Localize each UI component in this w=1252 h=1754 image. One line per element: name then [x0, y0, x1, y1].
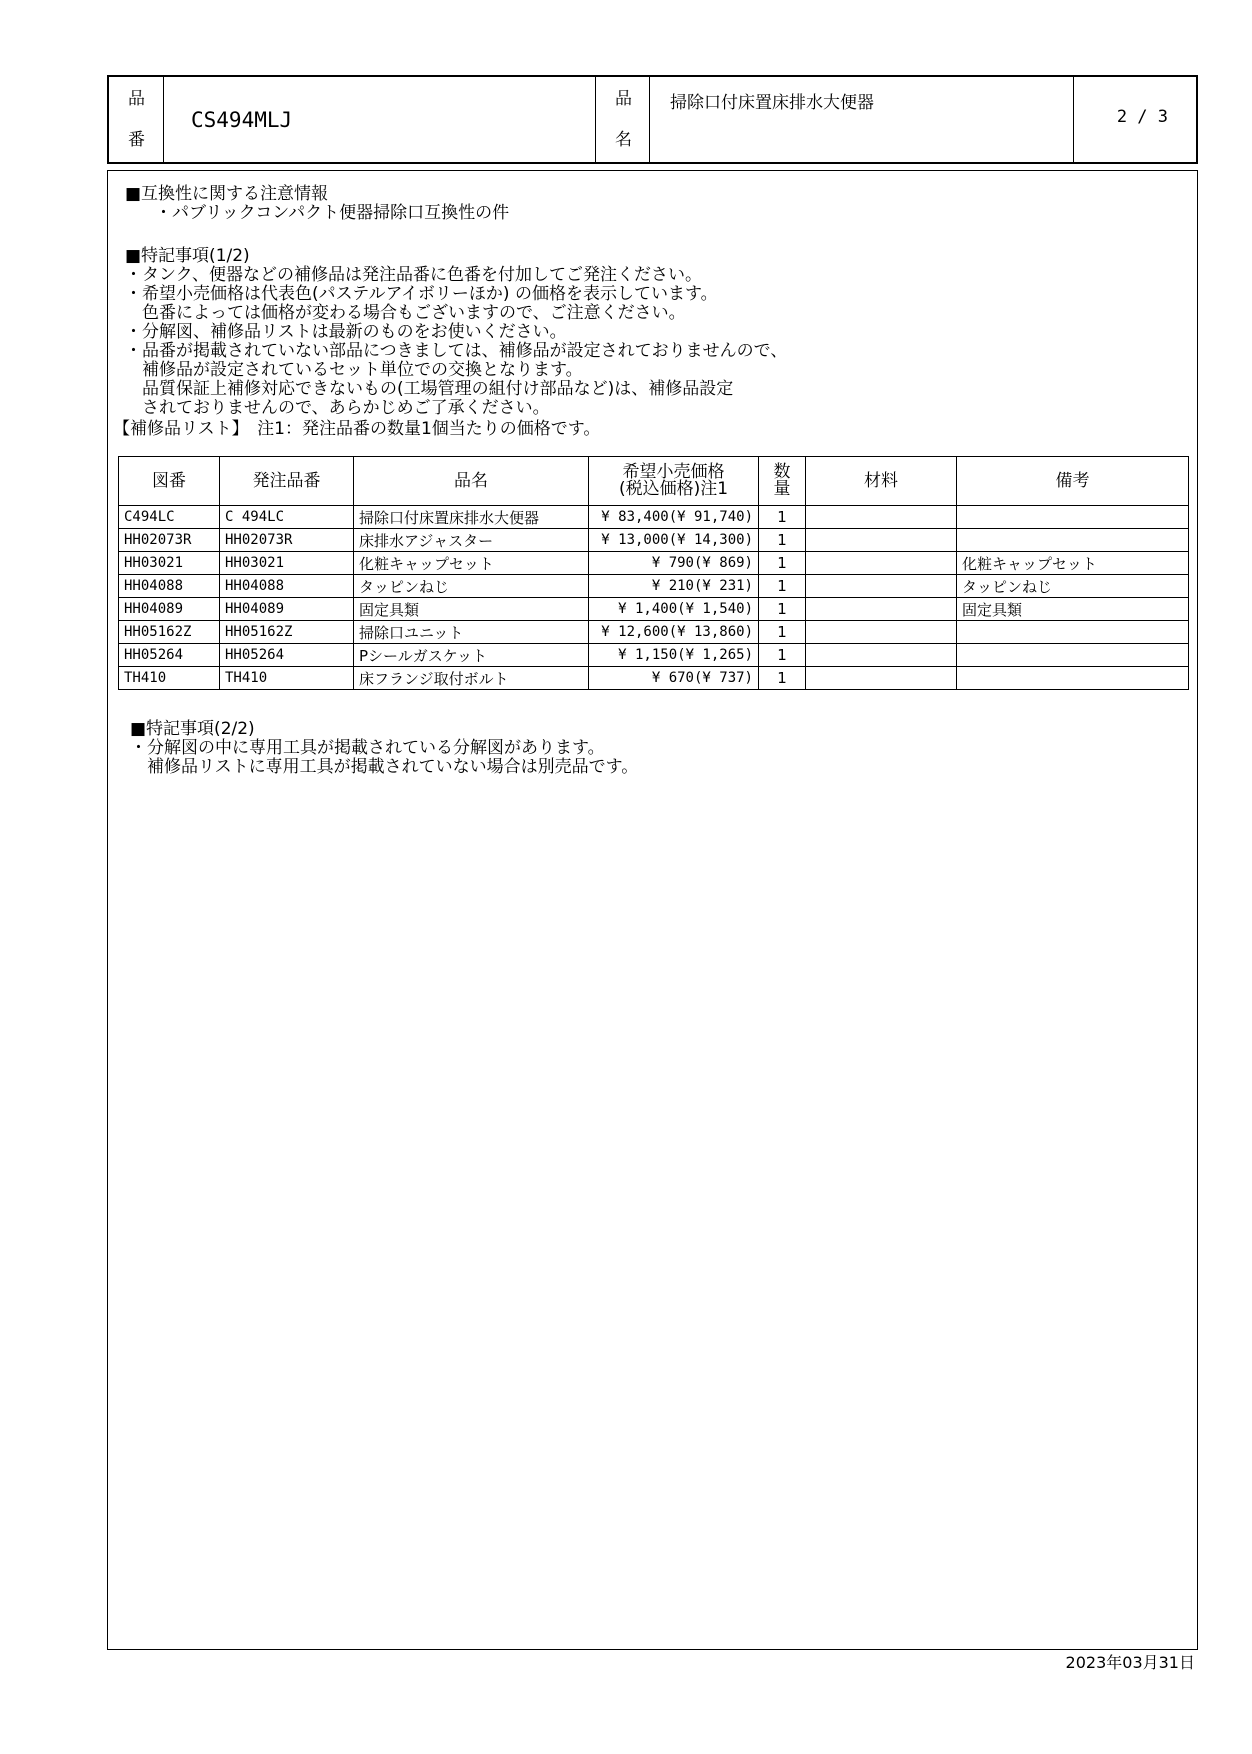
cell-order-no: TH410 [220, 667, 354, 690]
cell-remarks: 化粧キャップセット [957, 552, 1189, 575]
issue-date: 2023年03月31日 [1065, 1653, 1195, 1672]
cell-material [806, 575, 957, 598]
compat-item: ・パブリックコンパクト便器掃除口互換性の件 [155, 203, 510, 223]
col-qty-line2: 量 [773, 479, 791, 499]
cell-qty: 1 [759, 667, 806, 690]
cell-fig-no: HH02073R [119, 529, 220, 552]
table-row [119, 529, 1189, 552]
cell-qty: 1 [759, 644, 806, 667]
cell-fig-no: HH05264 [119, 644, 220, 667]
cell-price: ¥ 670(¥ 737) [589, 667, 759, 690]
cell-price: ¥ 1,150(¥ 1,265) [589, 644, 759, 667]
special1-line: 色番によっては価格が変わる場合もございますので、ご注意ください。 [125, 303, 686, 323]
cell-material [806, 644, 957, 667]
cell-fig-no: HH03021 [119, 552, 220, 575]
cell-fig-no: HH04088 [119, 575, 220, 598]
cell-name: 床排水アジャスター [354, 529, 589, 552]
special1-line: ・品番が掲載されていない部品につきましては、補修品が設定されておりませんので、 [125, 341, 788, 361]
cell-fig-no: HH04089 [119, 598, 220, 621]
cell-name: 固定具類 [354, 598, 589, 621]
parts-table [118, 456, 1189, 690]
col-price [589, 457, 759, 506]
part-number: CS494MLJ [191, 108, 293, 132]
cell-remarks [957, 529, 1189, 552]
col-qty [759, 457, 806, 506]
col-name: 品名 [354, 457, 589, 506]
col-fig-no: 図番 [119, 457, 220, 506]
table-row [119, 506, 1189, 529]
col-remarks: 備考 [957, 457, 1189, 506]
cell-material [806, 598, 957, 621]
cell-price: ¥ 13,000(¥ 14,300) [589, 529, 759, 552]
cell-order-no: HH02073R [220, 529, 354, 552]
part-name-label-cell [595, 77, 650, 162]
part-name-label-2: 名 [615, 130, 632, 150]
cell-name: Pシールガスケット [354, 644, 589, 667]
cell-price: ¥ 1,400(¥ 1,540) [589, 598, 759, 621]
col-material: 材料 [806, 457, 957, 506]
special1-line: されておりませんので、あらかじめご了承ください。 [125, 398, 550, 418]
col-qty-line1: 数 [773, 462, 791, 482]
cell-order-no: HH03021 [220, 552, 354, 575]
cell-order-no: HH04088 [220, 575, 354, 598]
table-row [119, 575, 1189, 598]
special1-line: ・分解図、補修品リストは最新のものをお使いください。 [125, 322, 567, 342]
cell-order-no: HH04089 [220, 598, 354, 621]
col-price-line2: (税込価格)注1 [618, 479, 729, 499]
cell-material [806, 529, 957, 552]
header-box [107, 75, 1198, 164]
cell-qty: 1 [759, 621, 806, 644]
special1-line: 補修品が設定されているセット単位での交換となります。 [125, 360, 583, 380]
cell-fig-no: HH05162Z [119, 621, 220, 644]
part-no-label-cell [109, 77, 164, 162]
cell-price: ¥ 210(¥ 231) [589, 575, 759, 598]
cell-qty: 1 [759, 598, 806, 621]
cell-name: タッピンねじ [354, 575, 589, 598]
cell-order-no: C 494LC [220, 506, 354, 529]
special1-title: ■特記事項(1/2) [125, 246, 250, 266]
cell-price: ¥ 790(¥ 869) [589, 552, 759, 575]
cell-price: ¥ 83,400(¥ 91,740) [589, 506, 759, 529]
cell-qty: 1 [759, 506, 806, 529]
special1-line: ・タンク、便器などの補修品は発注品番に色番を付加してご発注ください。 [125, 265, 702, 285]
cell-fig-no: C494LC [119, 506, 220, 529]
cell-material [806, 552, 957, 575]
special2-title: ■特記事項(2/2) [130, 719, 255, 739]
cell-material [806, 667, 957, 690]
cell-name: 床フランジ取付ボルト [354, 667, 589, 690]
table-row [119, 598, 1189, 621]
special2-line: ・分解図の中に専用工具が掲載されている分解図があります。 [130, 738, 605, 758]
part-no-label-2: 番 [128, 130, 145, 150]
cell-name: 掃除口付床置床排水大便器 [354, 506, 589, 529]
col-order-no: 発注品番 [220, 457, 354, 506]
part-name-cell [650, 77, 1074, 162]
cell-order-no: HH05264 [220, 644, 354, 667]
cell-material [806, 621, 957, 644]
parts-list-title: 【補修品リスト】 注1：発注品番の数量1個当たりの価格です。 [113, 419, 601, 439]
page-number: 2 / 3 [1116, 107, 1168, 127]
compat-title: ■互換性に関する注意情報 [125, 184, 329, 204]
cell-price: ¥ 12,600(¥ 13,860) [589, 621, 759, 644]
cell-remarks [957, 644, 1189, 667]
table-header-row [119, 457, 1189, 506]
cell-remarks [957, 667, 1189, 690]
cell-remarks: タッピンねじ [957, 575, 1189, 598]
table-row [119, 644, 1189, 667]
cell-qty: 1 [759, 552, 806, 575]
table-row [119, 621, 1189, 644]
special1-line: 品質保証上補修対応できないもの(工場管理の組付け部品など)は、補修品設定 [125, 379, 734, 399]
table-row [119, 552, 1189, 575]
cell-remarks: 固定具類 [957, 598, 1189, 621]
special2-line: 補修品リストに専用工具が掲載されていない場合は別売品です。 [130, 757, 639, 777]
cell-name: 掃除口ユニット [354, 621, 589, 644]
cell-qty: 1 [759, 529, 806, 552]
cell-material [806, 506, 957, 529]
cell-remarks [957, 506, 1189, 529]
cell-name: 化粧キャップセット [354, 552, 589, 575]
part-no-label-1: 品 [128, 89, 145, 109]
col-price-line1: 希望小売価格 [622, 462, 725, 482]
special1-line: ・希望小売価格は代表色(パステルアイボリーほか) の価格を表示しています。 [125, 284, 718, 304]
cell-order-no: HH05162Z [220, 621, 354, 644]
table-row [119, 667, 1189, 690]
cell-qty: 1 [759, 575, 806, 598]
part-name-label-1: 品 [615, 89, 632, 109]
part-name: 掃除口付床置床排水大便器 [670, 93, 874, 113]
cell-remarks [957, 621, 1189, 644]
cell-fig-no: TH410 [119, 667, 220, 690]
